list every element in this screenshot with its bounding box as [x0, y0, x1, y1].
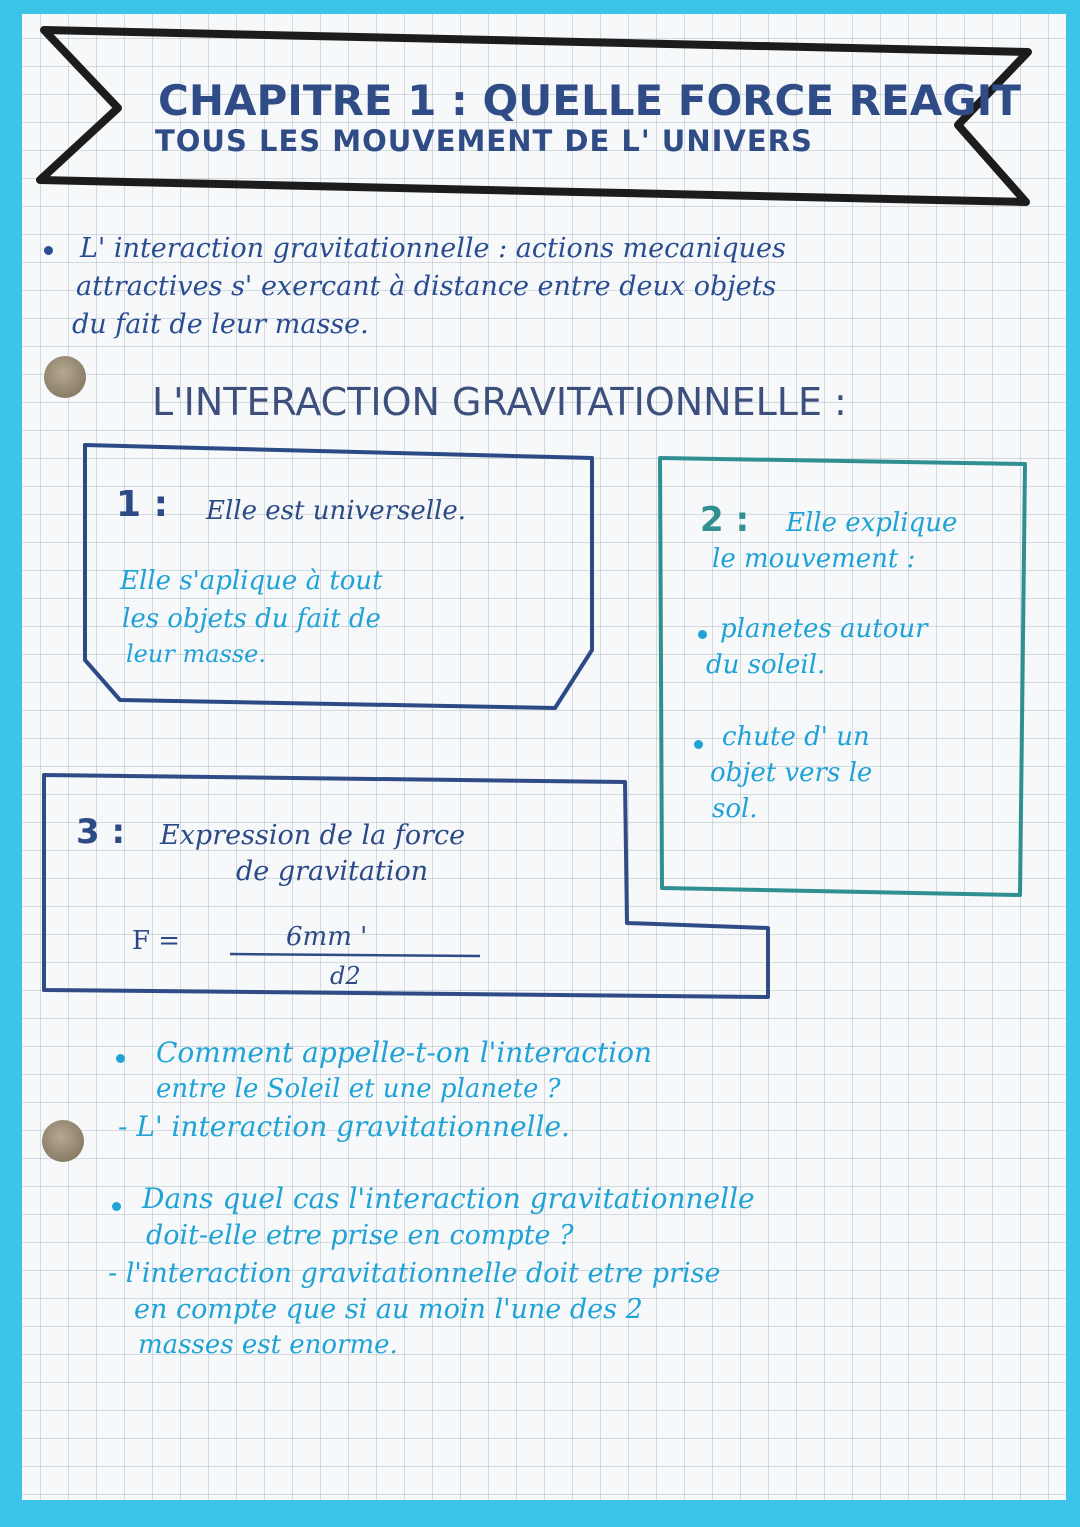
qa2-answer-line2: en compte que si au moin l'une des 2	[134, 1294, 643, 1325]
box-2-heading2: le mouvement :	[712, 544, 916, 574]
intro-line2: attractives s' exercant à distance entre deux objets	[76, 271, 777, 302]
qa2-answer-line1: - l'interaction gravitationnelle doit etre prise	[108, 1258, 721, 1289]
bullet-dot	[116, 1054, 125, 1063]
intro-line1: L' interaction gravitationnelle : actions mecaniques	[80, 233, 786, 264]
box-2-item1-line1: planetes autour	[720, 614, 928, 644]
box-3-heading1: Expression de la force	[160, 820, 466, 851]
box-2-item2-line2: objet vers le	[710, 758, 873, 788]
chapter-title-line1: CHAPITRE 1 : QUELLE FORCE REAGIT	[158, 76, 1021, 125]
box-1-number: 1 :	[116, 484, 168, 525]
bullet-dot	[44, 246, 53, 255]
box-1-line1: Elle s'aplique à tout	[120, 566, 383, 596]
intro-line3: du fait de leur masse.	[72, 309, 369, 340]
formula-denominator: d2	[330, 962, 361, 990]
formula-lhs: F =	[132, 926, 181, 956]
bullet-dot	[694, 740, 703, 749]
qa2-answer-line3: masses est enorme.	[138, 1330, 398, 1360]
qa2-question-line1: Dans quel cas l'interaction gravitationnelle	[142, 1182, 755, 1215]
box-3-number: 3 :	[76, 812, 126, 852]
box-2-item2-line1: chute d' un	[722, 722, 870, 752]
bullet-dot	[698, 630, 707, 639]
section-title: L'INTERACTION GRAVITATIONNELLE :	[152, 380, 847, 424]
box-2-number: 2 :	[700, 500, 750, 540]
chapter-title-line2: TOUS LES MOUVEMENT DE L' UNIVERS	[155, 124, 813, 158]
qa1-answer: - L' interaction gravitationnelle.	[118, 1110, 570, 1143]
bullet-dot	[112, 1202, 121, 1211]
box-2-heading1: Elle explique	[786, 508, 958, 538]
box-2-item2-line3: sol.	[712, 794, 758, 824]
box-1-line3: leur masse.	[126, 640, 266, 668]
box-3-heading2: de gravitation	[236, 856, 429, 887]
qa1-question-line2: entre le Soleil et une planete ?	[156, 1074, 561, 1104]
fraction-bar	[230, 954, 480, 956]
formula-numerator: 6mm '	[286, 922, 368, 952]
box-1-heading: Elle est universelle.	[206, 496, 467, 526]
qa2-question-line2: doit-elle etre prise en compte ?	[146, 1220, 574, 1251]
qa1-question-line1: Comment appelle-t-on l'interaction	[156, 1036, 653, 1069]
box-1-line2: les objets du fait de	[122, 604, 381, 634]
box-2-item1-line2: du soleil.	[706, 650, 826, 680]
